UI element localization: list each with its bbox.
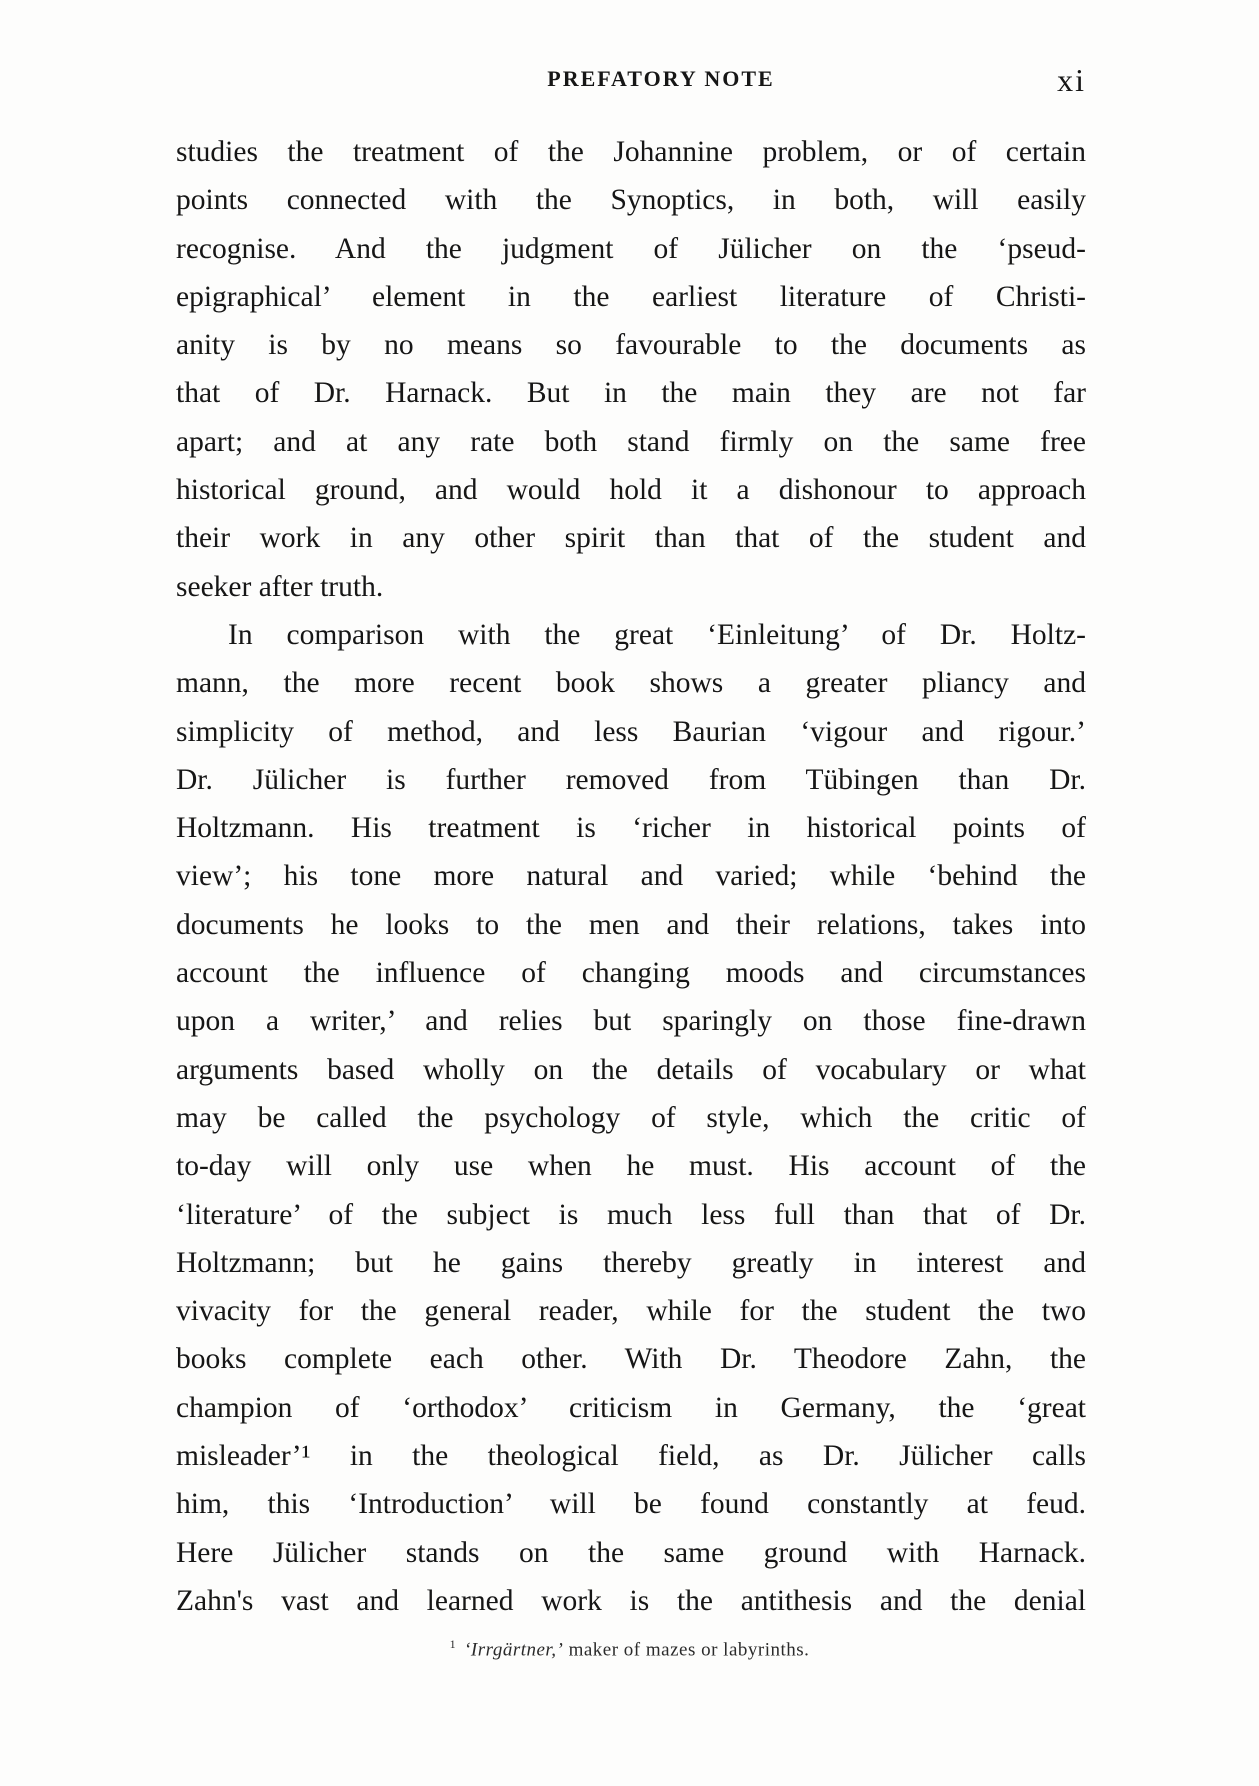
text-line: account the influence of changing moods and circumstances (176, 957, 1086, 990)
text-line: Zahn's vast and learned work is the antithesis and the denial (176, 1584, 1086, 1617)
text-line: may be called the psychology of style, which the critic of (176, 1101, 1086, 1134)
page-number: xi (1057, 62, 1086, 98)
text-line: champion of ‘orthodox’ criticism in Germany, the ‘great (176, 1391, 1086, 1424)
running-title: PREFATORY NOTE (547, 66, 775, 91)
text-line: Holtzmann; but he gains thereby greatly in interest and (176, 1246, 1086, 1279)
text-line: vivacity for the general reader, while for the student the two (176, 1295, 1086, 1328)
text-line: simplicity of method, and less Baurian ‘vigour and rigour.’ (176, 715, 1086, 748)
text-line: apart; and at any rate both stand firmly on the same free (176, 425, 1086, 458)
text-line: historical ground, and would hold it a dishonour to approach (176, 474, 1086, 507)
text-line: studies the treatment of the Johannine problem, or of certain (176, 136, 1086, 168)
text-line: upon a writer,’ and relies but sparingly on those fine-drawn (176, 1005, 1086, 1038)
footnote-term: ‘Irrgärtner,’ (464, 1639, 564, 1661)
footnote-marker: 1 (449, 1637, 457, 1651)
text-line: anity is by no means so favourable to the documents as (176, 329, 1086, 362)
text-line: Holtzmann. His treatment is ‘richer in historical points of (176, 812, 1086, 845)
text-line: him, this ‘Introduction’ will be found constantly at feud. (176, 1488, 1086, 1521)
running-head (176, 62, 1086, 106)
text-line: that of Dr. Harnack. But in the main they are not far (176, 377, 1086, 410)
text-line: books complete each other. With Dr. Theodore Zahn, the (176, 1343, 1086, 1376)
footnote-text: maker of mazes or labyrinths. (568, 1639, 810, 1661)
text-line: points connected with the Synoptics, in both, will easily (176, 184, 1086, 217)
text-line: Dr. Jülicher is further removed from Tübingen than Dr. (176, 763, 1086, 796)
text-line: their work in any other spirit than that of the student and (176, 522, 1086, 555)
footnote (0, 1637, 1259, 1661)
text-line: arguments based wholly on the details of vocabulary or what (176, 1053, 1086, 1086)
text-line: mann, the more recent book shows a greater pliancy and (176, 667, 1086, 700)
text-line: ‘literature’ of the subject is much less full than that of Dr. (176, 1198, 1086, 1231)
text-line: Here Jülicher stands on the same ground with Harnack. (176, 1536, 1086, 1569)
body-text (176, 128, 1086, 1625)
text-line: to-day will only use when he must. His account of the (176, 1150, 1086, 1183)
text-line: seeker after truth. (176, 570, 384, 603)
text-line: view’; his tone more natural and varied; while ‘behind the (176, 860, 1086, 893)
text-line: epigraphical’ element in the earliest literature of Christi- (176, 280, 1086, 313)
paragraph-first-line: In comparison with the great ‘Einleitung’ of Dr. Holtz- (228, 618, 1086, 651)
text-line: misleader’¹ in the theological field, as Dr. Jülicher calls (176, 1440, 1086, 1473)
text-line: recognise. And the judgment of Jülicher on the ‘pseud- (176, 232, 1086, 265)
text-line: documents he looks to the men and their relations, takes into (176, 908, 1086, 941)
